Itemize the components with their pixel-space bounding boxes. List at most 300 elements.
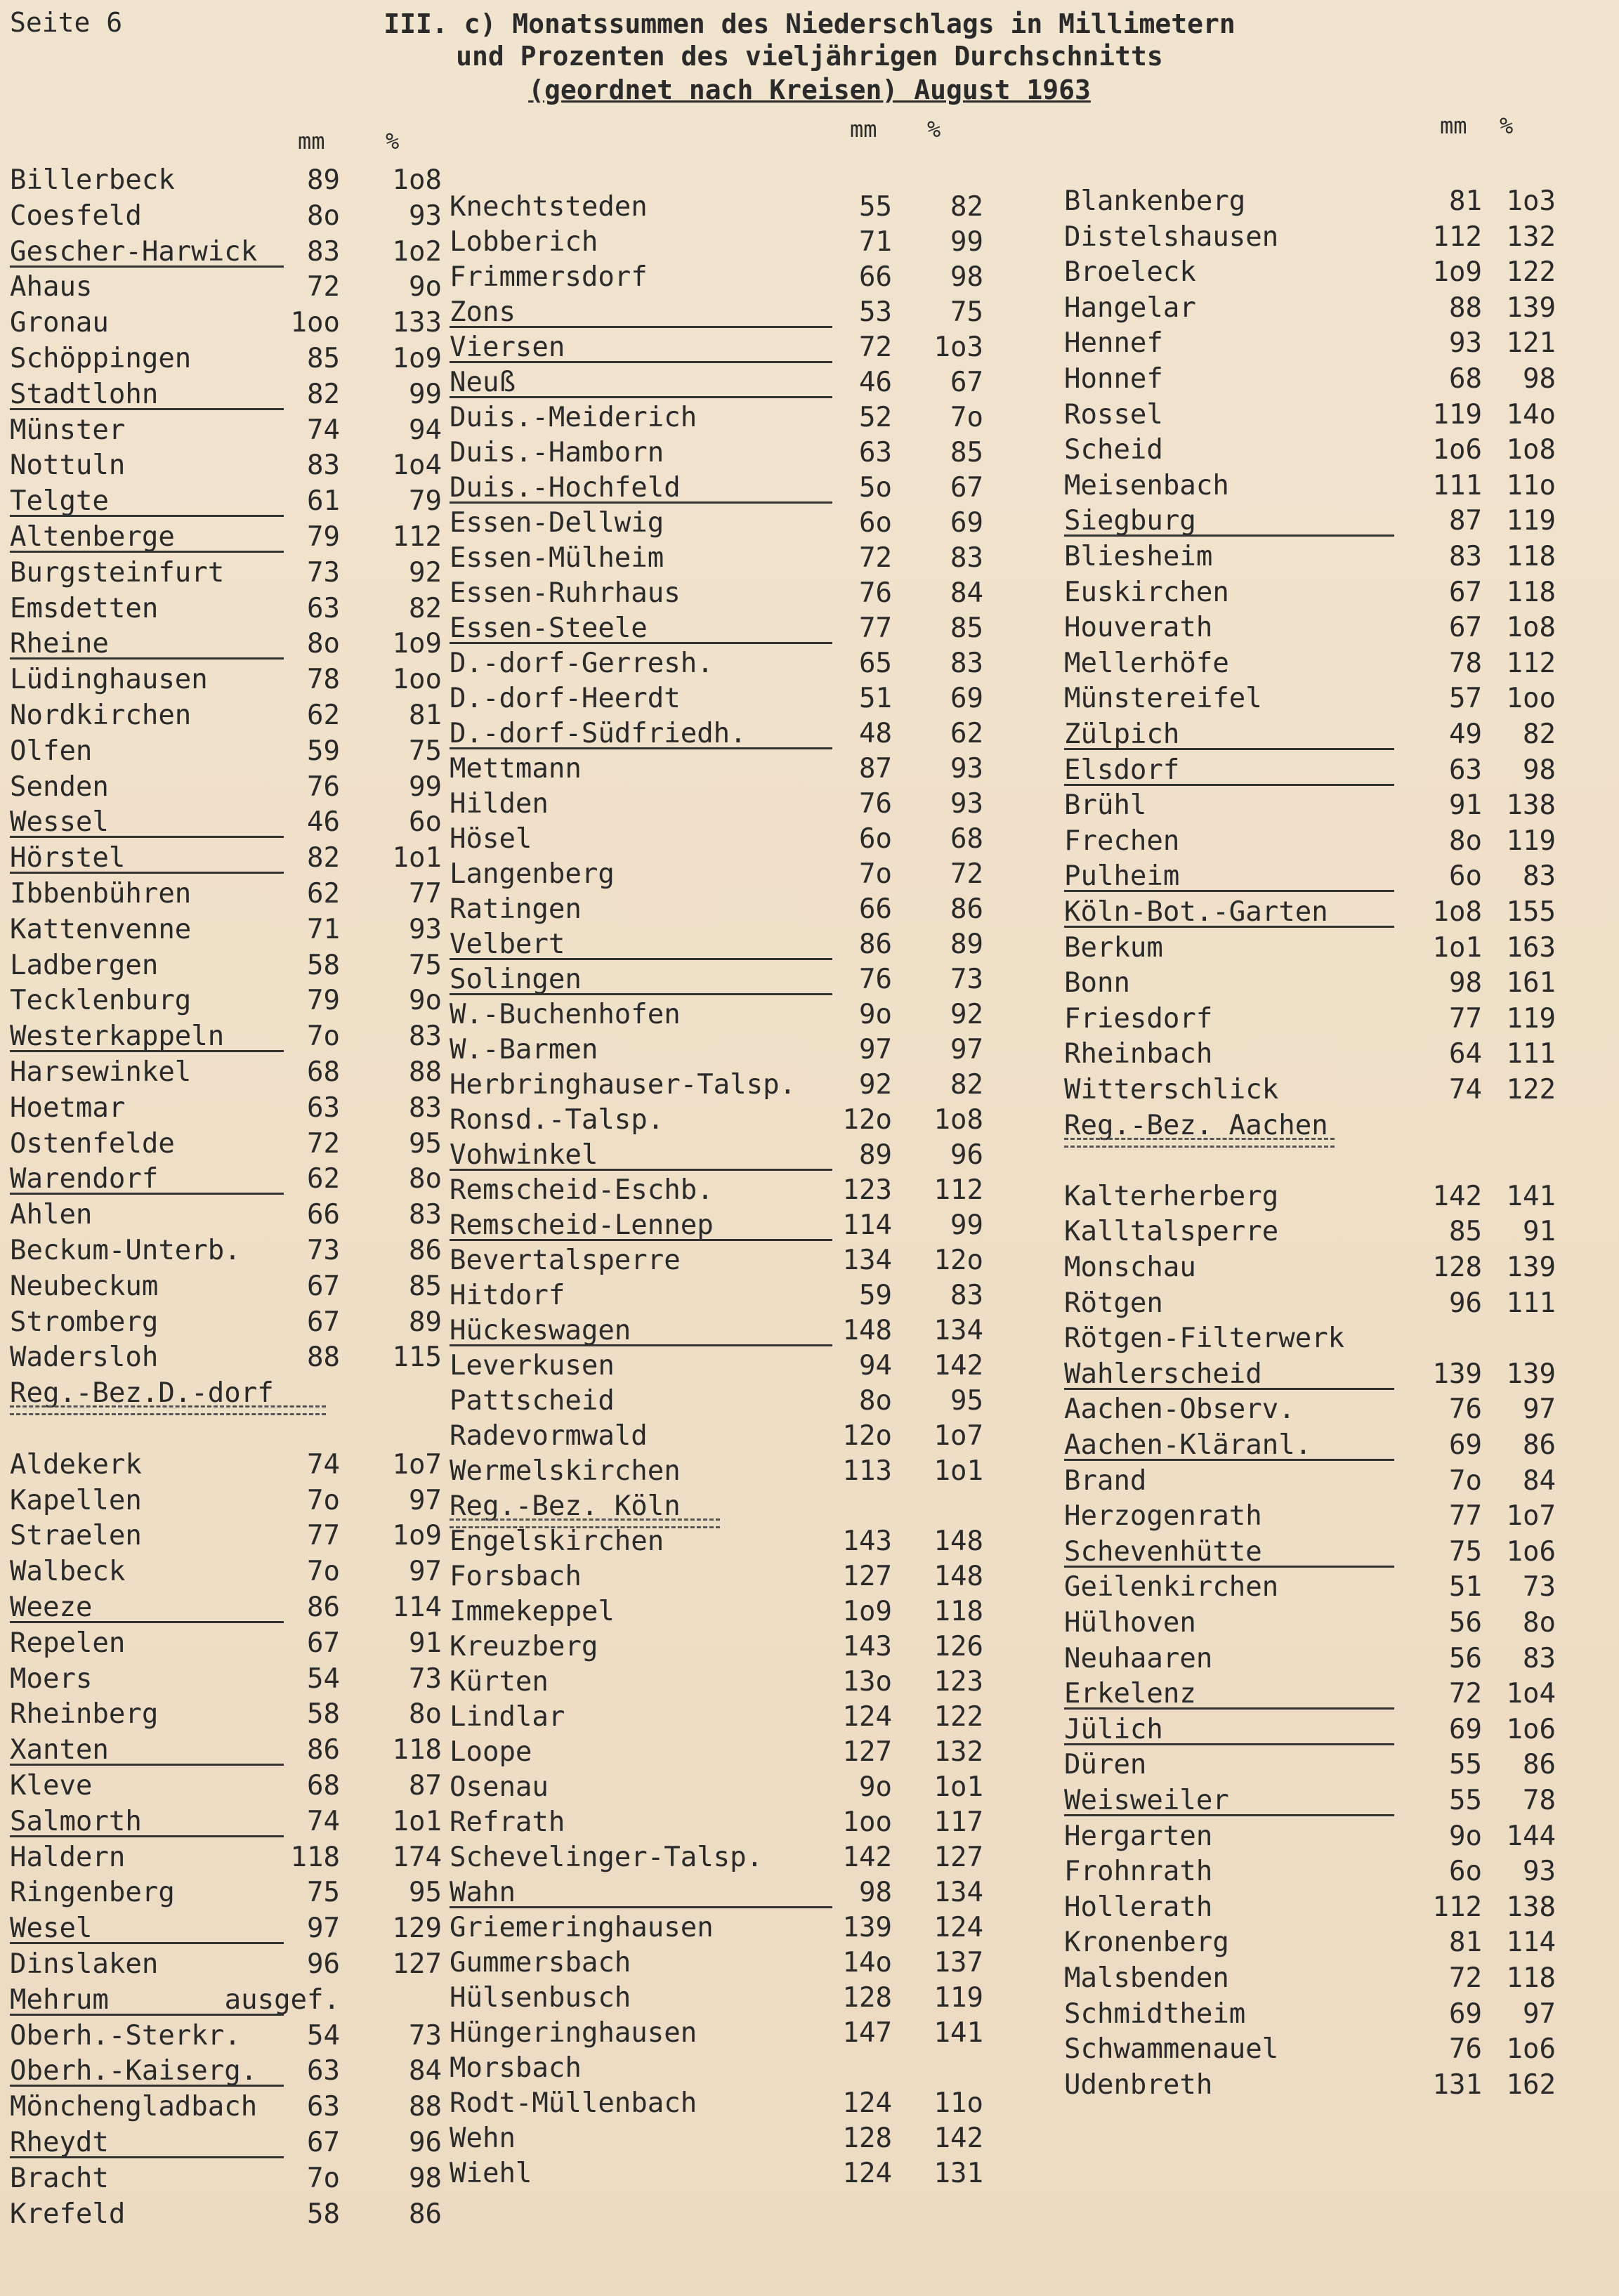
precip-mm-value: 72: [1449, 1962, 1482, 1994]
table-row: [1064, 1641, 1563, 1677]
table-row: [1064, 1890, 1563, 1925]
precip-percent-value: 155: [1506, 896, 1556, 928]
table-row: [450, 1454, 990, 1489]
precip-percent-value: 142: [933, 1350, 983, 1382]
precip-percent-value: 118: [1506, 541, 1556, 572]
precip-mm-value: 58: [307, 2198, 340, 2230]
station-name: Westerkappeln: [10, 1021, 225, 1052]
station-name: Düren: [1064, 1749, 1147, 1780]
precip-percent-value: 112: [392, 521, 442, 553]
precip-percent-value: 75: [409, 950, 442, 981]
station-name: Münstereifel: [1064, 683, 1262, 714]
station-name: Hennef: [1064, 327, 1163, 359]
table-row: [450, 1665, 990, 1700]
precip-mm-value: 88: [307, 1341, 340, 1373]
station-name: Honnef: [1064, 363, 1163, 395]
precip-percent-value: 1o4: [1506, 1678, 1556, 1710]
precip-percent-value: 14o: [1506, 399, 1556, 431]
station-name: Harsewinkel: [10, 1056, 192, 1088]
precip-mm-value: 78: [1449, 648, 1482, 679]
precip-mm-value: 69: [1449, 1714, 1482, 1745]
station-name: Langenberg: [450, 858, 615, 890]
precip-percent-value: 93: [1523, 1856, 1556, 1887]
table-row: [10, 377, 449, 412]
precip-mm-value: 75: [307, 1877, 340, 1908]
precip-percent-value: 12o: [933, 1245, 983, 1276]
table-row: [10, 1662, 449, 1697]
table-row: [450, 1349, 990, 1384]
precip-mm-value: 1o6: [1432, 434, 1482, 466]
station-name: Griemeringhausen: [450, 1912, 714, 1943]
precip-percent-value: 1o1: [933, 1455, 983, 1487]
table-row: [450, 365, 990, 400]
precip-mm-value: 148: [842, 1315, 892, 1346]
station-name: Mettmann: [450, 753, 582, 785]
table-row: [10, 770, 449, 805]
table-row: [450, 1278, 990, 1313]
table-row: [10, 235, 449, 270]
precip-percent-value: 69: [950, 507, 983, 539]
station-name: Repelen: [10, 1627, 126, 1659]
station-name: Rheydt: [10, 2127, 109, 2158]
precip-mm-value: 8o: [859, 1385, 892, 1417]
precip-mm-value: 57: [1449, 683, 1482, 714]
station-name: Haldern: [10, 1842, 126, 1873]
precip-percent-value: 86: [409, 2198, 442, 2230]
station-name: Zons: [450, 296, 516, 328]
precip-percent-value: 98: [1523, 363, 1556, 395]
table-row: [1064, 1214, 1563, 1249]
station-name: Warendorf: [10, 1163, 159, 1195]
station-name: Wadersloh: [10, 1341, 159, 1373]
precip-percent-value: 82: [1523, 719, 1556, 750]
precip-mm-value: 75: [1449, 1536, 1482, 1568]
table-row: [1064, 859, 1563, 894]
station-name: Bonn: [1064, 967, 1130, 999]
table-row: [1064, 717, 1563, 752]
precip-percent-value: 139: [1506, 1358, 1556, 1390]
table-row: [10, 270, 449, 305]
precip-percent-value: 1o8: [1506, 612, 1556, 643]
station-name: Hitdorf: [450, 1280, 565, 1311]
table-row: [10, 306, 449, 341]
precip-mm-value: 8o: [307, 200, 340, 232]
precip-mm-value: 111: [1432, 470, 1482, 501]
precip-percent-value: 99: [950, 1209, 983, 1241]
station-name: Wesel: [10, 1913, 93, 1944]
precip-mm-value: 54: [307, 2020, 340, 2052]
district-underline: [450, 396, 832, 398]
station-name: Hülhoven: [1064, 1607, 1196, 1639]
precip-mm-value: 62: [307, 1163, 340, 1195]
precip-percent-value: 142: [933, 2123, 983, 2154]
precip-percent-value: 141: [933, 2017, 983, 2049]
station-name: Immekeppel: [450, 1596, 615, 1627]
station-name: Burgsteinfurt: [10, 557, 225, 589]
table-row: [450, 1840, 990, 1875]
precip-mm-value: 87: [859, 753, 892, 785]
precip-mm-value: 142: [842, 1842, 892, 1873]
station-name: Kattenvenne: [10, 914, 192, 945]
station-name: Solingen: [450, 964, 582, 995]
station-name: Hösel: [450, 823, 532, 855]
precip-mm-value: 114: [842, 1209, 892, 1241]
precip-mm-value: 7o: [307, 1021, 340, 1052]
column-header-percent: %: [927, 116, 941, 143]
precip-mm-value: 6o: [859, 507, 892, 539]
station-name: Euskirchen: [1064, 577, 1229, 608]
table-row: [450, 1910, 990, 1946]
station-name: Kalltalsperre: [1064, 1216, 1279, 1247]
table-row: [1064, 1072, 1563, 1108]
district-underline: [10, 1621, 284, 1623]
table-row: [10, 2197, 449, 2232]
precip-mm-value: 49: [1449, 719, 1482, 750]
precip-mm-value: 78: [307, 664, 340, 695]
precip-percent-value: 9o: [409, 985, 442, 1016]
precip-mm-value: 56: [1449, 1607, 1482, 1639]
table-row: [1064, 1143, 1563, 1179]
precip-mm-value: 61: [307, 485, 340, 517]
district-underline: [10, 1050, 284, 1052]
precip-mm-value: 9o: [859, 1771, 892, 1803]
station-name: Ladbergen: [10, 950, 159, 981]
station-name: Remscheid-Eschb.: [450, 1174, 714, 1206]
table-row: [450, 225, 990, 260]
precip-mm-value: 91: [1449, 789, 1482, 821]
table-row: [10, 1269, 449, 1304]
table-row: [10, 912, 449, 947]
station-name: Hergarten: [1064, 1821, 1213, 1852]
table-row: [10, 1305, 449, 1340]
station-name: Pulheim: [1064, 860, 1180, 892]
precip-percent-value: 115: [392, 1341, 442, 1373]
station-name: Hilden: [450, 788, 549, 820]
station-name: Lüdinghausen: [10, 664, 208, 695]
precip-mm-value: 59: [859, 1280, 892, 1311]
precip-mm-value: 1o8: [1432, 896, 1482, 928]
precip-percent-value: 138: [1506, 1891, 1556, 1923]
precip-mm-value: 53: [859, 296, 892, 328]
table-row: [1064, 1925, 1563, 1960]
table-row: [10, 1091, 449, 1126]
table-row: [10, 448, 449, 483]
station-name: Wiehl: [450, 2158, 532, 2189]
district-underline: [450, 1169, 832, 1171]
table-row: [10, 556, 449, 591]
precip-mm-value: 124: [842, 1701, 892, 1733]
precip-mm-value: 66: [859, 893, 892, 925]
precip-mm-value: 81: [1449, 1927, 1482, 1958]
table-row: [10, 1804, 449, 1839]
table-row: [450, 2086, 990, 2121]
district-underline: [10, 872, 284, 874]
precip-percent-value: 132: [933, 1736, 983, 1768]
table-row: [1064, 1677, 1563, 1712]
station-name: Houverath: [1064, 612, 1213, 643]
precip-percent-value: 139: [1506, 1252, 1556, 1283]
table-row: [10, 805, 449, 840]
precip-mm-value: 87: [1449, 505, 1482, 537]
station-name: Mehrum: [10, 1984, 109, 2016]
precip-percent-value: 97: [950, 1034, 983, 1065]
station-name: Frimmersdorf: [450, 261, 648, 293]
precip-percent-value: 96: [950, 1139, 983, 1171]
precip-percent-value: 67: [950, 367, 983, 398]
precip-percent-value: 1o8: [933, 1104, 983, 1136]
precip-mm-value: 96: [1449, 1287, 1482, 1319]
station-name: Essen-Ruhrhaus: [450, 577, 681, 609]
table-row: [1064, 1286, 1563, 1321]
table-row: [10, 1840, 449, 1875]
precip-percent-value: 118: [392, 1734, 442, 1766]
precip-mm-value: 12o: [842, 1420, 892, 1452]
table-row: [10, 1626, 449, 1661]
district-underline: [450, 361, 832, 363]
page-label: Seite 6: [10, 7, 123, 38]
table-row: [1064, 1747, 1563, 1783]
precip-mm-value: 51: [1449, 1571, 1482, 1603]
district-underline: [1064, 1459, 1394, 1461]
station-name: Hülsenbusch: [450, 1982, 631, 2014]
precip-percent-value: 112: [933, 1174, 983, 1206]
precip-mm-value: 63: [307, 2055, 340, 2087]
precip-mm-value: 66: [859, 261, 892, 293]
precip-percent-value: 163: [1506, 932, 1556, 964]
table-row: [450, 857, 990, 892]
precip-percent-value: 8o: [1523, 1607, 1556, 1639]
precip-percent-value: 98: [409, 2163, 442, 2194]
station-name: Essen-Steele: [450, 612, 648, 644]
table-row: [10, 591, 449, 627]
table-row: [10, 627, 449, 662]
precip-percent-value: 118: [1506, 577, 1556, 608]
station-name: Kalterherberg: [1064, 1181, 1279, 1212]
precip-percent-value: 122: [1506, 1074, 1556, 1106]
precip-mm-value: 86: [307, 1734, 340, 1766]
precip-mm-value: 124: [842, 2087, 892, 2119]
table-row: [10, 2125, 449, 2160]
table-row: [450, 1629, 990, 1665]
precip-percent-value: 78: [1523, 1785, 1556, 1816]
precip-percent-value: 87: [409, 1770, 442, 1802]
table-row: [450, 1032, 990, 1068]
table-row: [10, 1448, 449, 1483]
table-row: [450, 576, 990, 611]
precip-percent-value: 1o6: [1506, 2033, 1556, 2065]
precip-mm-value: 67: [307, 1271, 340, 1302]
station-name: Meisenbach: [1064, 470, 1229, 501]
table-row: [10, 1947, 449, 1982]
table-row: [450, 1700, 990, 1735]
station-name: Schevenhütte: [1064, 1536, 1262, 1568]
table-row: [450, 752, 990, 787]
table-row: [10, 1518, 449, 1554]
table-row: [10, 163, 449, 198]
table-row: [450, 471, 990, 506]
station-name: Ahaus: [10, 271, 93, 303]
station-name: Telgte: [10, 485, 109, 517]
district-underline: [10, 1942, 284, 1944]
table-row: [1064, 1783, 1563, 1818]
table-row: [1064, 291, 1563, 326]
station-name: Wessel: [10, 806, 109, 838]
station-name: Wehn: [450, 2123, 516, 2154]
table-row: [1064, 753, 1563, 788]
table-row: [450, 822, 990, 857]
precip-mm-value: 85: [1449, 1216, 1482, 1247]
precip-mm-value: 86: [859, 929, 892, 960]
precip-percent-value: 1o7: [1506, 1500, 1556, 1532]
title-line-3: (geordnet nach Kreisen) August 1963: [528, 74, 1091, 105]
precip-percent-value: 97: [1523, 1393, 1556, 1425]
station-name: Reg.-Bez. Köln: [450, 1490, 681, 1522]
table-row: [450, 1559, 990, 1594]
table-row: [450, 1384, 990, 1419]
precip-percent-value: 73: [409, 2020, 442, 2052]
precip-mm-value: 7o: [859, 858, 892, 890]
table-row: [10, 520, 449, 555]
precip-percent-value: 91: [409, 1627, 442, 1659]
precip-mm-value: 67: [307, 1627, 340, 1659]
table-row: [450, 1981, 990, 2016]
precip-percent-value: 95: [409, 1877, 442, 1908]
precip-percent-value: 97: [409, 1485, 442, 1516]
table-row: [1064, 646, 1563, 681]
table-row: [10, 2054, 449, 2089]
precip-mm-value: 83: [307, 450, 340, 481]
table-row: [450, 681, 990, 716]
table-row: [1064, 1179, 1563, 1214]
precip-mm-value: 48: [859, 718, 892, 749]
precip-mm-value: ausgef.: [224, 1984, 340, 2016]
district-underline: [1064, 926, 1394, 928]
precip-percent-value: 127: [392, 1948, 442, 1980]
station-name: Billerbeck: [10, 164, 175, 196]
precip-percent-value: 99: [409, 379, 442, 410]
precip-mm-value: 134: [842, 1245, 892, 1276]
table-row: [1064, 1464, 1563, 1499]
station-name: Neubeckum: [10, 1271, 159, 1302]
station-name: Hangelar: [1064, 292, 1196, 324]
precip-mm-value: 77: [1449, 1500, 1482, 1532]
station-name: Herbringhauser-Talsp.: [450, 1069, 797, 1101]
precip-mm-value: 98: [859, 1877, 892, 1908]
station-name: Hörstel: [10, 842, 126, 874]
station-name: Mellerhöfe: [1064, 648, 1229, 679]
precip-percent-value: 93: [950, 788, 983, 820]
precip-percent-value: 118: [933, 1596, 983, 1627]
table-row: [450, 1805, 990, 1840]
precip-mm-value: 93: [1449, 327, 1482, 359]
district-underline: [10, 1193, 284, 1195]
station-name: Velbert: [450, 929, 565, 960]
precip-percent-value: 126: [933, 1631, 983, 1662]
precip-percent-value: 122: [1506, 256, 1556, 288]
precip-mm-value: 68: [307, 1056, 340, 1088]
precip-percent-value: 1o2: [392, 236, 442, 268]
table-row: [450, 1524, 990, 1559]
station-name: Neuhaaren: [1064, 1643, 1213, 1674]
precip-percent-value: 75: [950, 296, 983, 328]
table-row: [450, 1173, 990, 1208]
station-name: Ostenfelde: [10, 1128, 175, 1160]
precip-percent-value: 84: [950, 577, 983, 609]
precip-percent-value: 84: [409, 2055, 442, 2087]
precip-percent-value: 114: [392, 1592, 442, 1623]
station-name: Scheid: [1064, 434, 1163, 466]
table-row: [1064, 1428, 1563, 1463]
station-name: Salmorth: [10, 1806, 142, 1837]
station-name: Osenau: [450, 1771, 549, 1803]
precip-percent-value: 162: [1506, 2069, 1556, 2101]
station-name: Neuß: [450, 367, 516, 398]
precip-mm-value: 82: [307, 842, 340, 874]
precip-mm-value: 142: [1432, 1181, 1482, 1212]
precip-percent-value: 132: [1506, 221, 1556, 253]
station-name: Altenberge: [10, 521, 175, 553]
station-name: Essen-Dellwig: [450, 507, 664, 539]
station-name: Kapellen: [10, 1485, 142, 1516]
precip-percent-value: 124: [933, 1912, 983, 1943]
precip-mm-value: 71: [859, 226, 892, 258]
precip-mm-value: 131: [1432, 2069, 1482, 2101]
precip-percent-value: 81: [409, 700, 442, 731]
station-name: Beckum-Unterb.: [10, 1235, 241, 1266]
district-underline: [10, 1764, 284, 1766]
table-row: [450, 400, 990, 435]
table-row: [450, 2156, 990, 2191]
precip-mm-value: 128: [842, 1982, 892, 2014]
precip-percent-value: 68: [950, 823, 983, 855]
station-name: Senden: [10, 771, 109, 803]
precip-mm-value: 77: [1449, 1003, 1482, 1035]
district-underline: [1064, 1566, 1394, 1568]
precip-percent-value: 88: [409, 1056, 442, 1088]
station-name: Hückeswagen: [450, 1315, 631, 1346]
precip-percent-value: 1o9: [392, 628, 442, 660]
precip-mm-value: 46: [859, 367, 892, 398]
precip-mm-value: 92: [859, 1069, 892, 1101]
precip-mm-value: 76: [1449, 1393, 1482, 1425]
table-row: [10, 1340, 449, 1375]
precip-mm-value: 119: [1432, 399, 1482, 431]
precip-percent-value: 122: [933, 1701, 983, 1733]
table-row: [450, 190, 990, 225]
district-underline: [450, 1239, 832, 1241]
precip-percent-value: 1o1: [392, 842, 442, 874]
station-name: Olfen: [10, 735, 93, 767]
table-row: [450, 1243, 990, 1278]
table-row: [1064, 326, 1563, 361]
table-row: [10, 1697, 449, 1732]
district-underline: [1064, 1743, 1394, 1745]
precip-percent-value: 114: [1506, 1927, 1556, 1958]
district-underline: [1064, 1707, 1394, 1710]
precip-mm-value: 1oo: [842, 1806, 892, 1838]
precip-mm-value: 72: [859, 542, 892, 574]
precip-percent-value: 137: [933, 1947, 983, 1979]
column-header-percent: %: [386, 128, 400, 155]
station-name: Brühl: [1064, 789, 1147, 821]
station-name: Rheine: [10, 628, 109, 660]
precip-mm-value: 63: [859, 437, 892, 468]
precip-percent-value: 83: [409, 1199, 442, 1231]
table-row: [450, 1208, 990, 1243]
district-underline: [1064, 890, 1394, 892]
station-name: Knechtsteden: [450, 191, 648, 223]
table-row: [10, 1127, 449, 1162]
